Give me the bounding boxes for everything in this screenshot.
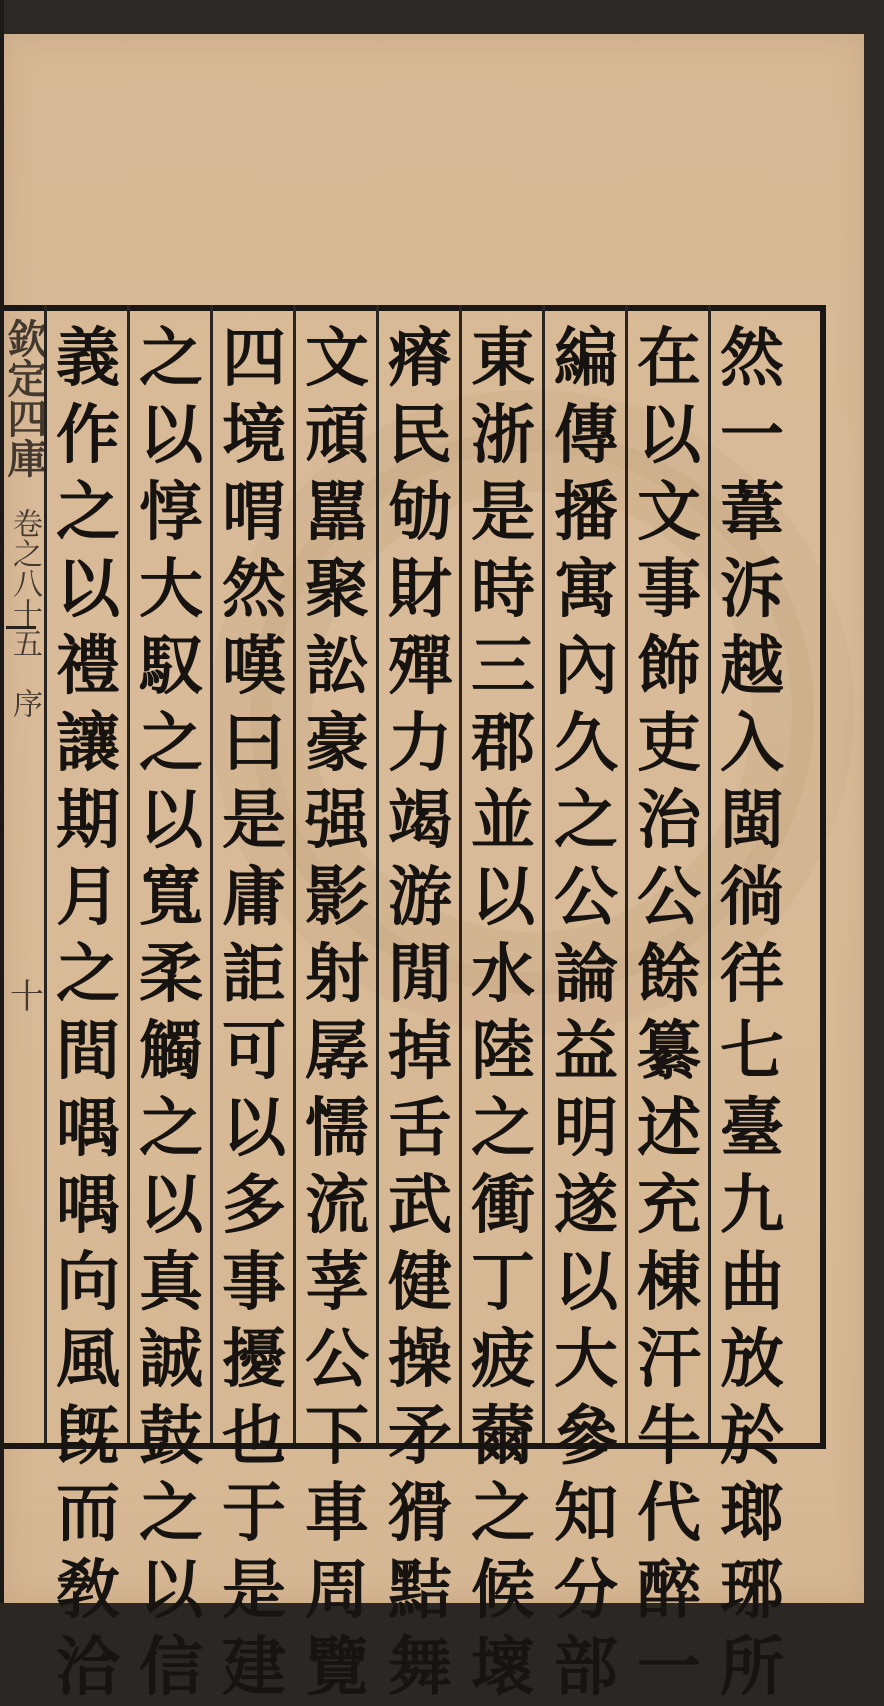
character: 以 [56,552,120,627]
character: 向 [56,1245,120,1320]
character: 參 [554,1399,618,1474]
character: 之 [56,475,120,550]
character: 義 [56,321,120,396]
character: 疲 [471,1322,535,1397]
character: 射 [305,937,369,1012]
text-column-3 [546,320,626,1705]
character: 述 [637,1091,701,1166]
character: 周 [305,1553,369,1628]
character: 以 [139,783,203,858]
character: 以 [554,1245,618,1320]
character: 分 [554,1553,618,1628]
character: 莩 [305,1245,369,1320]
character: 矛 [388,1399,452,1474]
character: 之 [471,1091,535,1166]
text-column-6 [297,320,377,1705]
character: 頑 [305,398,369,473]
text-column-5 [380,320,460,1705]
character: 寓 [554,552,618,627]
character: 薾 [471,1399,535,1474]
character: 代 [637,1476,701,1551]
character: 流 [305,1168,369,1243]
character: 曰 [222,706,286,781]
character: 洽 [56,1630,120,1705]
character: 鼓 [139,1399,203,1474]
character: 曲 [720,1245,784,1320]
character: 孱 [305,1014,369,1089]
character: 一 [637,1630,701,1705]
character: 棟 [637,1245,701,1320]
volume-number: 卷之八十五 [7,508,42,658]
character: 郡 [471,706,535,781]
character: 健 [388,1245,452,1320]
character: 殫 [388,629,452,704]
character: 游 [388,860,452,935]
character: 內 [554,629,618,704]
character: 禮 [56,629,120,704]
character: 東 [471,321,535,396]
character: 牛 [637,1399,701,1474]
character: 擾 [222,1322,286,1397]
character: 掉 [388,1014,452,1089]
character: 在 [637,321,701,396]
character: 纂 [637,1014,701,1089]
character: 可 [222,1014,286,1089]
character: 間 [56,1014,120,1089]
character: 壞 [471,1630,535,1705]
character: 覽 [305,1630,369,1705]
character: 並 [471,783,535,858]
character: 信 [139,1630,203,1705]
character: 建 [222,1630,286,1705]
character: 事 [637,552,701,627]
character: 治 [637,783,701,858]
character: 舞 [388,1630,452,1705]
character: 以 [139,1553,203,1628]
character: 境 [222,398,286,473]
character: 陸 [471,1014,535,1089]
character: 惇 [139,475,203,550]
character: 觸 [139,1014,203,1089]
text-column-9 [48,320,128,1705]
character: 公 [554,860,618,935]
character: 竭 [388,783,452,858]
section-label: 序 [7,688,42,718]
character: 浙 [471,398,535,473]
character: 四 [222,321,286,396]
character: 時 [471,552,535,627]
character: 閒 [388,937,452,1012]
character: 多 [222,1168,286,1243]
character: 文 [637,475,701,550]
character: 水 [471,937,535,1012]
character: 汗 [637,1322,701,1397]
character: 久 [554,706,618,781]
character: 黠 [388,1553,452,1628]
character: 候 [471,1553,535,1628]
character: 之 [139,706,203,781]
character: 財 [388,552,452,627]
character: 徜 [720,860,784,935]
character: 公 [637,860,701,935]
text-column-1 [712,320,792,1705]
character: 旣 [56,1399,120,1474]
character: 民 [388,398,452,473]
character: 瑯 [720,1476,784,1551]
character: 真 [139,1245,203,1320]
character: 益 [554,1014,618,1089]
fishtail-mark [6,626,36,653]
character: 飾 [637,629,701,704]
character: 餘 [637,937,701,1012]
character: 而 [56,1476,120,1551]
character: 喟 [222,475,286,550]
character: 醉 [637,1553,701,1628]
character: 瘠 [388,321,452,396]
character: 泝 [720,552,784,627]
character: 之 [554,783,618,858]
character: 大 [139,552,203,627]
character: 三 [471,629,535,704]
character: 是 [471,475,535,550]
character: 劬 [388,475,452,550]
character: 懦 [305,1091,369,1166]
character: 吏 [637,706,701,781]
text-column-2 [629,320,709,1705]
text-column-7 [214,320,294,1705]
character: 閩 [720,783,784,858]
character: 放 [720,1322,784,1397]
character: 遂 [554,1168,618,1243]
character: 然 [222,552,286,627]
character: 越 [720,629,784,704]
character: 風 [56,1322,120,1397]
character: 知 [554,1476,618,1551]
character: 丁 [471,1245,535,1320]
character: 衝 [471,1168,535,1243]
character: 以 [471,860,535,935]
character: 柔 [139,937,203,1012]
character: 期 [56,783,120,858]
character: 充 [637,1168,701,1243]
character: 文 [305,321,369,396]
character: 車 [305,1476,369,1551]
character: 臺 [720,1091,784,1166]
character: 傳 [554,398,618,473]
character: 論 [554,937,618,1012]
character: 喁 [56,1091,120,1166]
character: 之 [56,937,120,1012]
character: 庸 [222,860,286,935]
character: 是 [222,1553,286,1628]
character: 播 [554,475,618,550]
character: 嚚 [305,475,369,550]
character: 葦 [720,475,784,550]
character: 敎 [56,1553,120,1628]
page-number: 十 [3,978,44,1012]
character: 明 [554,1091,618,1166]
character: 一 [720,398,784,473]
character: 于 [222,1476,286,1551]
character: 之 [139,321,203,396]
character: 操 [388,1322,452,1397]
character: 强 [305,783,369,858]
text-column-8 [131,320,211,1705]
character: 影 [305,860,369,935]
character: 訟 [305,629,369,704]
character: 七 [720,1014,784,1089]
character: 武 [388,1168,452,1243]
character: 之 [471,1476,535,1551]
character: 之 [139,1091,203,1166]
character: 編 [554,321,618,396]
character: 作 [56,398,120,473]
character: 誠 [139,1322,203,1397]
character: 以 [139,398,203,473]
book-title: 欽定四庫 [1,318,48,478]
character: 喁 [56,1168,120,1243]
character: 詎 [222,937,286,1012]
character: 是 [222,783,286,858]
text-column-4 [463,320,543,1705]
margin-column [1,318,48,1428]
character: 事 [222,1245,286,1320]
character: 於 [720,1399,784,1474]
character: 以 [222,1091,286,1166]
character: 讓 [56,706,120,781]
character: 然 [720,321,784,396]
character: 舌 [388,1091,452,1166]
character: 以 [637,398,701,473]
character: 九 [720,1168,784,1243]
character: 公 [305,1322,369,1397]
character: 所 [720,1630,784,1705]
character: 大 [554,1322,618,1397]
character: 寬 [139,860,203,935]
character: 嘆 [222,629,286,704]
character: 以 [139,1168,203,1243]
character: 下 [305,1399,369,1474]
character: 琊 [720,1553,784,1628]
character: 聚 [305,552,369,627]
character: 猾 [388,1476,452,1551]
character: 豪 [305,706,369,781]
character: 部 [554,1630,618,1705]
character: 徉 [720,937,784,1012]
character: 入 [720,706,784,781]
character: 也 [222,1399,286,1474]
character: 月 [56,860,120,935]
character: 之 [139,1476,203,1551]
character: 力 [388,706,452,781]
character: 馭 [139,629,203,704]
